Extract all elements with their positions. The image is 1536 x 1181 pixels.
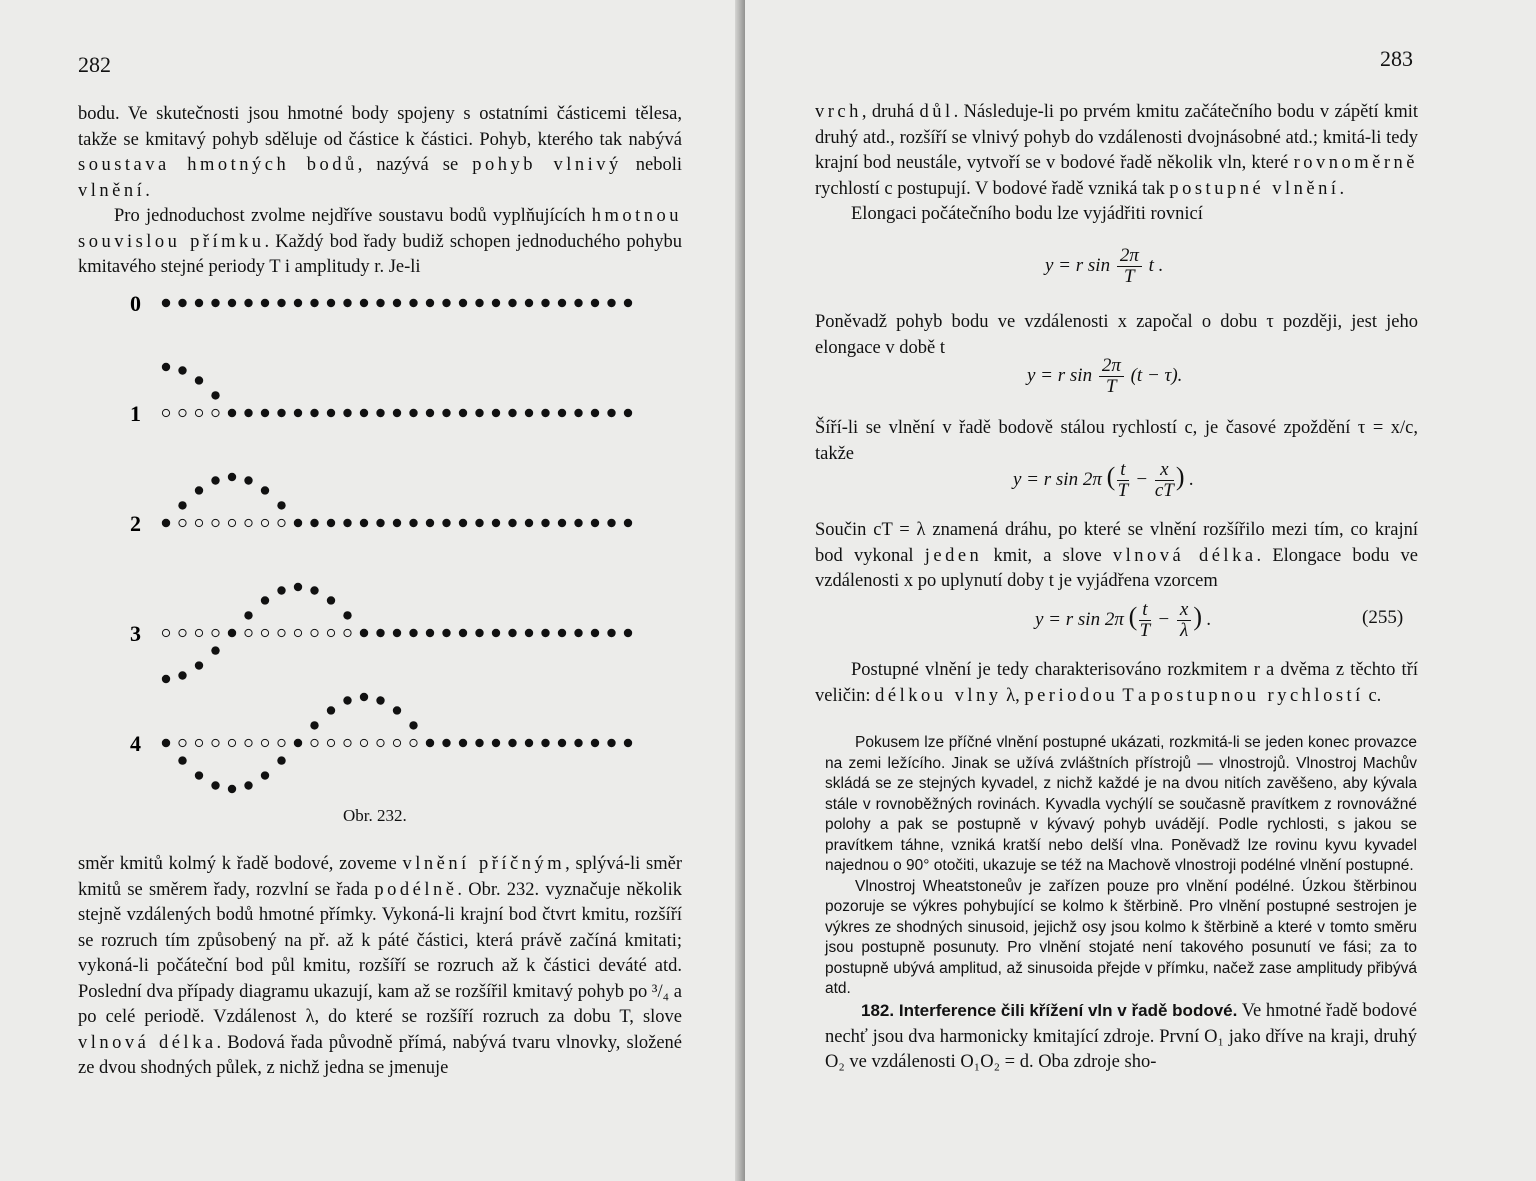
displaced-point <box>261 596 269 604</box>
rest-position-ring <box>261 739 268 746</box>
rest-position-ring <box>212 739 219 746</box>
rest-position-ring <box>278 629 285 636</box>
resting-point <box>607 739 615 747</box>
rest-position-ring <box>212 629 219 636</box>
section-182: 182. Interference čili křížení vln v řadě bodové. Ve hmotné řadě bodové nechť jsou dva harmonicky kmitající zdroje. První O₁ jako dříve na kraji, druhý O₂ ve vzdálenosti O₁O₂ = d. Oba zdroje sho- <box>825 1001 1417 1072</box>
paragraph-3: směr kmitů kolmý k řadě bodové, zoveme vlnění příčným, splývá-li směr kmitů se směrem řady, rozvlní se řada podélně. Obr. 232. vyznačuje několik stejně vzdálených bodů hmotné přímky. Vykoná-li krajní bod čtvrt kmitu, rozšíří se rozruch tím způsobený na př. až k páté částici, která právě začíná kmitati; vykoná-li počáteční bod půl kmitu, rozšíří se rozruch až k částici deváté atd. Poslední dva případy diagramu ukazují, kam až se rozšířil kmitavý pohyb po ³/₄ a po celé periodě. Vzdálenost λ, do které se rozšíří rozruch za dobu T, slove vlnová délka. Bodová řada původně přímá, nabývá tvaru vlnovky, složené ze dvou shodných půlek, z nichž jedna se jmenuje <box>78 854 682 1078</box>
resting-point <box>409 299 417 307</box>
resting-point <box>277 409 285 417</box>
displaced-point <box>211 646 219 654</box>
row-label: 4 <box>130 731 141 756</box>
resting-point <box>525 409 533 417</box>
resting-point <box>558 739 566 747</box>
resting-point <box>574 739 582 747</box>
figure-caption: Obr. 232. <box>343 806 407 825</box>
resting-point <box>607 299 615 307</box>
equation-1: y = r sin $\frac{2\pi}{T}$ t . <box>1045 245 1164 287</box>
rest-position-ring <box>294 629 301 636</box>
displaced-point <box>195 661 203 669</box>
resting-point <box>574 299 582 307</box>
equation-4: y = r sin 2π ( $\frac{t}{T}$ − $\frac{x}{\lambda}$ ) . <box>1035 599 1212 641</box>
resting-point <box>525 739 533 747</box>
resting-point <box>525 299 533 307</box>
displaced-point <box>178 366 186 374</box>
resting-point <box>310 409 318 417</box>
left-text-top <box>78 102 682 281</box>
displaced-point <box>228 473 236 481</box>
displaced-point <box>261 486 269 494</box>
displaced-point <box>162 519 170 527</box>
resting-point <box>376 629 384 637</box>
resting-point <box>459 299 467 307</box>
resting-point <box>360 519 368 527</box>
resting-point <box>409 629 417 637</box>
rest-position-ring <box>360 739 367 746</box>
resting-point <box>343 519 351 527</box>
resting-point <box>574 519 582 527</box>
resting-point <box>409 409 417 417</box>
rest-position-ring <box>410 739 417 746</box>
resting-point <box>426 409 434 417</box>
rest-position-ring <box>344 739 351 746</box>
resting-point <box>574 409 582 417</box>
resting-point <box>492 409 500 417</box>
resting-point <box>508 519 516 527</box>
small-print-notes <box>825 733 1417 1000</box>
resting-point <box>442 299 450 307</box>
resting-point <box>541 519 549 527</box>
resting-point <box>558 629 566 637</box>
displaced-point <box>343 611 351 619</box>
resting-point <box>442 739 450 747</box>
section-heading: 182. Interference čili křížení vln v řadě bodové. <box>861 1001 1238 1020</box>
rest-position-ring <box>179 739 186 746</box>
resting-point <box>607 409 615 417</box>
right-text-p4: Šíří-li se vlnění v řadě bodově stálou rychlostí c, je časové zpoždění τ = x/c, takže <box>815 418 1418 464</box>
row-label: 0 <box>130 291 141 316</box>
displaced-point <box>195 771 203 779</box>
resting-point <box>376 409 384 417</box>
rest-position-ring <box>261 519 268 526</box>
resting-point <box>492 629 500 637</box>
rest-position-ring <box>179 519 186 526</box>
paragraph-1: bodu. Ve skutečnosti jsou hmotné body spojeny s ostatními částicemi tělesa, takže se kmitavý pohyb sděluje od částice k částici. Pohyb, kterého tak nabývá soustava hmotných bodů, nazývá se pohyb vlnivý neboli vlnění. <box>78 104 683 201</box>
displaced-point <box>360 693 368 701</box>
resting-point <box>310 299 318 307</box>
resting-point <box>294 409 302 417</box>
rest-position-ring <box>195 409 202 416</box>
page-number-right: 283 <box>1380 46 1413 71</box>
resting-point <box>310 519 318 527</box>
rest-position-ring <box>377 739 384 746</box>
row-label: 3 <box>130 621 141 646</box>
displaced-point <box>360 629 368 637</box>
displaced-point <box>277 586 285 594</box>
displaced-point <box>228 785 236 793</box>
displaced-point <box>277 501 285 509</box>
resting-point <box>442 409 450 417</box>
resting-point <box>508 629 516 637</box>
equation-3: y = r sin 2π ( $\frac{t}{T}$ − $\frac{x}{cT}$ ) . <box>1013 459 1195 501</box>
resting-point <box>277 299 285 307</box>
resting-point <box>393 629 401 637</box>
right-text-p5: Součin cT = λ znamená dráhu, po které se vlnění rozšířilo mezi tím, co krajní bod vykonal jeden kmit, a slove vlnová délka. Elongace bodu ve vzdálenosti x po uplynutí doby t je vyjádřena vzorcem <box>815 520 1419 591</box>
right-text-p3: Poněvadž pohyb bodu ve vzdálenosti x započal o dobu τ později, jest jeho elongace v době t <box>815 312 1418 358</box>
displaced-point <box>376 696 384 704</box>
resting-point <box>261 409 269 417</box>
resting-point <box>591 519 599 527</box>
resting-point <box>492 739 500 747</box>
rest-position-ring <box>212 519 219 526</box>
displaced-point <box>244 781 252 789</box>
resting-point <box>426 519 434 527</box>
resting-point <box>475 519 483 527</box>
resting-point <box>525 519 533 527</box>
displaced-point <box>195 486 203 494</box>
row-label: 1 <box>130 401 141 426</box>
resting-point <box>624 739 632 747</box>
displaced-point <box>228 409 236 417</box>
rest-position-ring <box>228 519 235 526</box>
resting-point <box>591 629 599 637</box>
displaced-point <box>409 721 417 729</box>
displaced-point <box>195 376 203 384</box>
resting-point <box>591 409 599 417</box>
rest-position-ring <box>393 739 400 746</box>
displaced-point <box>327 706 335 714</box>
resting-point <box>541 629 549 637</box>
resting-point <box>426 299 434 307</box>
resting-point <box>393 409 401 417</box>
paragraph-2: Pro jednoduchost zvolme nejdříve soustavu bodů vyplňujících hmotnou souvislou přímku. Každý bod řady budiž schopen jednoduchého pohybu kmitavého stejné periody T i amplitudy r. Je-li <box>78 206 682 277</box>
rest-position-ring <box>195 739 202 746</box>
resting-point <box>541 739 549 747</box>
resting-point <box>624 629 632 637</box>
resting-point <box>360 299 368 307</box>
resting-point <box>508 299 516 307</box>
displaced-point <box>211 391 219 399</box>
rest-position-ring <box>311 629 318 636</box>
displaced-point <box>294 519 302 527</box>
displaced-point <box>261 771 269 779</box>
rest-position-ring <box>245 519 252 526</box>
rest-position-ring <box>278 519 285 526</box>
displaced-point <box>162 675 170 683</box>
displaced-point <box>277 756 285 764</box>
resting-point <box>393 299 401 307</box>
resting-point <box>525 629 533 637</box>
rest-position-ring <box>327 629 334 636</box>
displaced-point <box>178 671 186 679</box>
resting-point <box>294 299 302 307</box>
rest-position-ring <box>195 629 202 636</box>
paragraph-elongace: Elongaci počátečního bodu lze vyjádřiti rovnicí <box>851 204 1203 224</box>
resting-point <box>459 409 467 417</box>
rest-position-ring <box>162 629 169 636</box>
left-text-bottom <box>78 852 682 1082</box>
rest-position-ring <box>162 409 169 416</box>
displaced-point <box>310 721 318 729</box>
resting-point <box>558 519 566 527</box>
displaced-point <box>162 299 170 307</box>
rest-position-ring <box>327 739 334 746</box>
resting-point <box>475 409 483 417</box>
displaced-point <box>244 476 252 484</box>
displaced-point <box>211 781 219 789</box>
displaced-point <box>426 739 434 747</box>
note-mach: Pokusem lze příčné vlnění postupné ukázati, rozkmitá-li se jeden konec provazce na zemi ležícího. Jinak se užívá zvláštních přístrojů — vlnostrojů. Vlnostroj Machův skládá se ze stejných kyvadel, z nichž každé je na dvou nitích zavěšeno, aby kývala stále v rovnoběžných rovinách. Kyvadla vychýlí se současně pravítkem z rovnovážné polohy a pak se postupně v kývavý pohyb uvádějí. Podle rychlosti, s jakou se pravítkem táhne, vzniká kratší nebo delší vlna. Poněvadž lze rovinu kyvu kyvadel najednou o 90° otočiti, ukazuje se též na Machově vlnostroji podélné vlnění postupné. <box>825 734 1417 874</box>
resting-point <box>475 299 483 307</box>
resting-point <box>492 519 500 527</box>
displaced-point <box>327 596 335 604</box>
resting-point <box>195 299 203 307</box>
resting-point <box>624 519 632 527</box>
rest-position-ring <box>179 409 186 416</box>
resting-point <box>541 409 549 417</box>
row-label: 2 <box>130 511 141 536</box>
resting-point <box>607 519 615 527</box>
resting-point <box>409 519 417 527</box>
resting-point <box>624 299 632 307</box>
resting-point <box>360 409 368 417</box>
rest-position-ring <box>261 629 268 636</box>
resting-point <box>178 299 186 307</box>
resting-point <box>558 299 566 307</box>
resting-point <box>475 629 483 637</box>
rest-position-ring <box>245 629 252 636</box>
rest-position-ring <box>278 739 285 746</box>
resting-point <box>261 299 269 307</box>
note-wheatstone: Vlnostroj Wheatstoneův je zařízen pouze pro vlnění podélné. Úzkou štěrbinou pozoruje se výkres pohybující se kolmo k štěrbině. Pro vlnění postupné sestrojen je výkres ze shodných sinusoid, jejichž osy jsou kolmo k štěrbině a které v tomto směru jsou postupně posunuty. Pro vlnění stojaté není takového posunutí ve fási; za to postupně ubývá amplitud, až sinusoida přejde v přímku, načež zase amplitudy přibývá atd. <box>825 877 1417 997</box>
wave-figure <box>120 285 650 825</box>
right-text-p6: Postupné vlnění je tedy charakterisováno rozkmitem r a dvěma z těchto tří veličin: délkou vlny λ, periodou T a postupnou rychlostí c. <box>815 660 1418 706</box>
resting-point <box>426 629 434 637</box>
resting-point <box>508 739 516 747</box>
resting-point <box>607 629 615 637</box>
rest-position-ring <box>195 519 202 526</box>
equation-number: (255) <box>1362 607 1404 628</box>
displaced-point <box>393 706 401 714</box>
resting-point <box>558 409 566 417</box>
displaced-point <box>343 696 351 704</box>
page-number-left: 282 <box>78 52 111 77</box>
displaced-point <box>244 611 252 619</box>
resting-point <box>228 299 236 307</box>
displaced-point <box>178 756 186 764</box>
displaced-point <box>162 739 170 747</box>
resting-point <box>475 739 483 747</box>
resting-point <box>624 409 632 417</box>
resting-point <box>211 299 219 307</box>
resting-point <box>541 299 549 307</box>
resting-point <box>327 299 335 307</box>
rest-position-ring <box>228 739 235 746</box>
rest-position-ring <box>311 739 318 746</box>
resting-point <box>459 519 467 527</box>
right-text-p1: vrch, druhá důl. Následuje-li po prvém kmitu začátečního bodu v zápětí kmit druhý atd., rozšíří se vlnivý pohyb do vzdálenosti dvojnásobné atd.; kmitá-li tedy krajní bod neustále, vytvoří se v bodové řadě několik vln, které rovnoměrně rychlostí c postupují. V bodové řadě vzniká tak postupné vlnění. Elongaci počátečního bodu lze vyjádřiti rovnicí <box>815 100 1418 228</box>
resting-point <box>376 519 384 527</box>
displaced-point <box>211 476 219 484</box>
right-page <box>745 0 1536 1181</box>
resting-point <box>327 409 335 417</box>
resting-point <box>574 629 582 637</box>
resting-point <box>459 629 467 637</box>
resting-point <box>244 409 252 417</box>
displaced-point <box>178 501 186 509</box>
resting-point <box>343 299 351 307</box>
resting-point <box>442 629 450 637</box>
displaced-point <box>294 739 302 747</box>
resting-point <box>508 409 516 417</box>
displaced-point <box>310 586 318 594</box>
displaced-point <box>294 583 302 591</box>
left-page <box>0 0 760 1181</box>
rest-position-ring <box>179 629 186 636</box>
resting-point <box>459 739 467 747</box>
rest-position-ring <box>212 409 219 416</box>
resting-point <box>492 299 500 307</box>
resting-point <box>244 299 252 307</box>
resting-point <box>442 519 450 527</box>
resting-point <box>591 299 599 307</box>
resting-point <box>327 519 335 527</box>
resting-point <box>343 409 351 417</box>
resting-point <box>376 299 384 307</box>
resting-point <box>591 739 599 747</box>
displaced-point <box>228 629 236 637</box>
displaced-point <box>162 363 170 371</box>
rest-position-ring <box>245 739 252 746</box>
rest-position-ring <box>344 629 351 636</box>
equation-2: y = r sin $\frac{2\pi}{T}$ (t − τ). <box>1027 355 1183 397</box>
resting-point <box>393 519 401 527</box>
